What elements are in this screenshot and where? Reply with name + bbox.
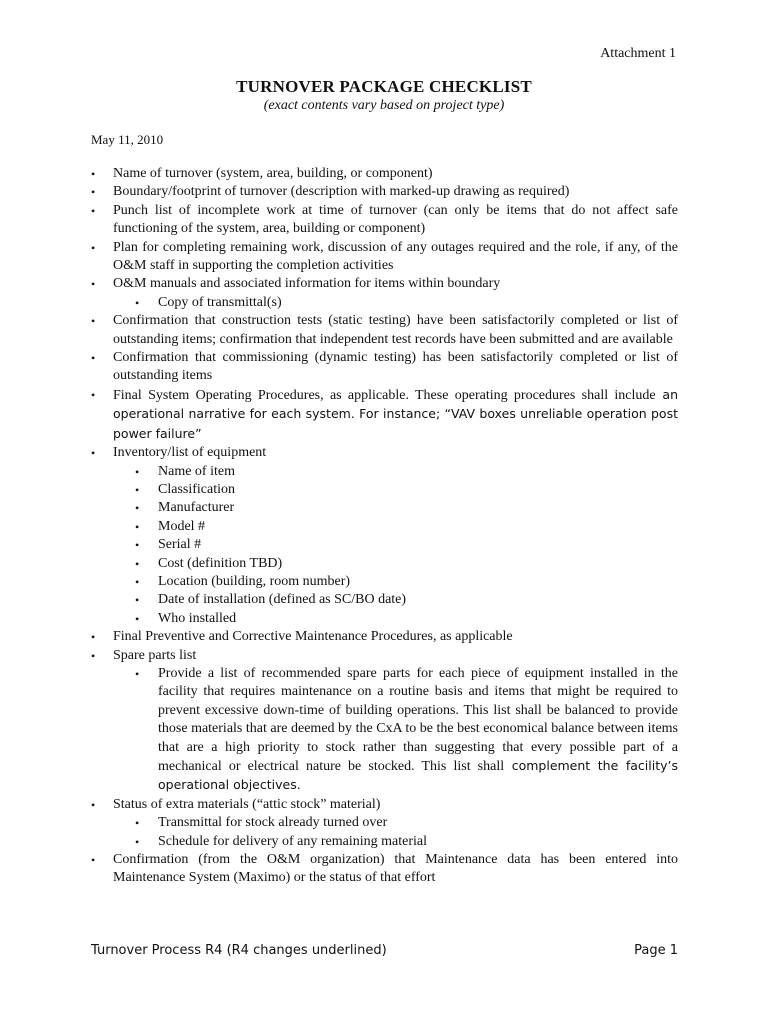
sub-items xyxy=(113,665,678,796)
sub-item: • Cost (definition TBD) xyxy=(113,555,678,573)
page-subtitle: (exact contents vary based on project type) xyxy=(263,98,505,113)
sub-item: • Location (building, room number) xyxy=(113,573,678,591)
sub-items xyxy=(113,294,678,312)
checklist xyxy=(91,165,678,888)
checklist-item: • Spare parts list • Provide a list of recommended spare parts for each piece of equipment installed in the facility that requires maintenance on a routine basis and items that might be required to prevent excessive down-time of building operations. This list shall be balanced to provide those materials that are deemed by the CxA to be the best economical balance between items that are a high priority to stock rather than suggesting that every possible part of a mechanical or electrical nature be stocked. This list shall complement the facility’s operational objectives. xyxy=(91,647,678,796)
checklist-item: • Final Preventive and Corrective Maintenance Procedures, as applicable xyxy=(91,628,678,646)
page-title: TURNOVER PACKAGE CHECKLIST xyxy=(236,77,532,96)
checklist-item: • Punch list of incomplete work at time of turnover (can only be items that do not affect safe functioning of the system, area, building or component) xyxy=(91,202,678,239)
attachment-label: Attachment 1 xyxy=(600,46,676,61)
checklist-item: • Boundary/footprint of turnover (description with marked-up drawing as required) xyxy=(91,183,678,201)
checklist-item: • Final System Operating Procedures, as applicable. These operating procedures shall include an operational narrative for each system. For instance; “VAV boxes unreliable operation post power failure” xyxy=(91,386,678,444)
sub-item: • Transmittal for stock already turned over xyxy=(113,814,678,832)
footer-left: Turnover Process R4 (R4 changes underlined) xyxy=(91,943,387,958)
sub-item: • Serial # xyxy=(113,536,678,554)
checklist-item: • Name of turnover (system, area, building, or component) xyxy=(91,165,678,183)
sub-item: • Manufacturer xyxy=(113,499,678,517)
checklist-item: • Confirmation that commissioning (dynamic testing) has been satisfactorily completed or list of outstanding items xyxy=(91,349,678,386)
checklist-item: • O&M manuals and associated information for items within boundary • Copy of transmittal(s) xyxy=(91,275,678,312)
document-date: May 11, 2010 xyxy=(91,132,164,147)
checklist-item: • Confirmation that construction tests (static testing) have been satisfactorily completed or list of outstanding items; confirmation that independent test records have been submitted and are available xyxy=(91,312,678,349)
checklist-item: • Inventory/list of equipment • Name of item • Classification • Manufacturer • Model # • Serial # • Cost (definition TBD) • Location (building, room number) • Date of installation (defined as SC/BO date) • Who installed xyxy=(91,444,678,628)
sub-items xyxy=(113,814,678,851)
checklist-item: • Status of extra materials (“attic stock” material) • Transmittal for stock already turned over • Schedule for delivery of any remaining material xyxy=(91,796,678,851)
sub-item: • Name of item xyxy=(113,463,678,481)
sub-item: • Classification xyxy=(113,481,678,499)
sub-item: • Copy of transmittal(s) xyxy=(113,294,678,312)
checklist-item: • Confirmation (from the O&M organization) that Maintenance data has been entered into Maintenance System (Maximo) or the status of that effort xyxy=(91,851,678,888)
sub-item: • Schedule for delivery of any remaining material xyxy=(113,833,678,851)
sub-item: • Provide a list of recommended spare parts for each piece of equipment installed in the facility that requires maintenance on a routine basis and items that might be required to prevent excessive down-time of building operations. This list shall be balanced to provide those materials that are deemed by the CxA to be the best economical balance between items that are a high priority to stock rather than suggesting that every possible part of a mechanical or electrical nature be stocked. This list shall complement the facility’s operational objectives. xyxy=(113,665,678,796)
checklist-item: • Plan for completing remaining work, discussion of any outages required and the role, if any, of the O&M staff in supporting the completion activities xyxy=(91,239,678,276)
sub-item: • Model # xyxy=(113,518,678,536)
sub-items xyxy=(113,463,678,629)
page-number: Page 1 xyxy=(634,943,678,958)
sub-item: • Who installed xyxy=(113,610,678,628)
checklist-items xyxy=(91,165,678,888)
sub-item: • Date of installation (defined as SC/BO date) xyxy=(113,591,678,609)
